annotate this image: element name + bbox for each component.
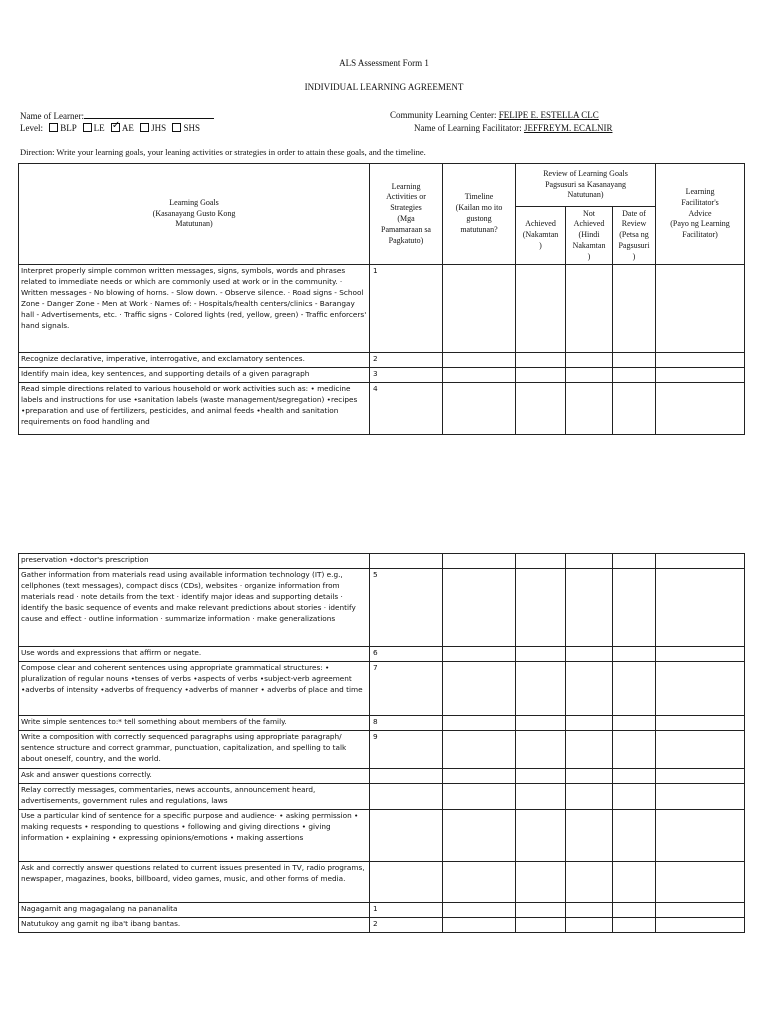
table-row — [19, 918, 745, 933]
not-achieved-cell[interactable] — [566, 383, 613, 435]
achieved-cell[interactable] — [516, 383, 566, 435]
timeline-cell[interactable] — [443, 810, 516, 862]
date-of-review-cell[interactable] — [613, 918, 656, 933]
activity-number-cell[interactable]: 2 — [370, 353, 443, 368]
activity-number-cell[interactable] — [370, 784, 443, 810]
advice-cell[interactable] — [656, 862, 745, 903]
learning-goal-cell: Compose clear and coherent sentences using appropriate grammatical structures: • pluralization of regular nouns •tenses of verbs •aspects of verbs •subject-verb agreement •adverbs of intensity •adverbs of frequency •adverbs of manner • adverbs of place and time — [19, 662, 370, 716]
achieved-cell[interactable] — [516, 647, 566, 662]
timeline-cell[interactable] — [443, 716, 516, 731]
direction-text: Direction: Write your learning goals, your leaning activities or strategies in order to attain these goals, and the timeline. — [20, 147, 426, 157]
activity-number-cell[interactable] — [370, 769, 443, 784]
achieved-cell[interactable] — [516, 731, 566, 769]
not-achieved-cell[interactable] — [566, 716, 613, 731]
advice-cell[interactable] — [656, 368, 745, 383]
not-achieved-cell[interactable] — [566, 862, 613, 903]
level-option-shs: SHS — [183, 123, 200, 133]
date-of-review-cell[interactable] — [613, 554, 656, 569]
date-of-review-cell[interactable] — [613, 368, 656, 383]
learning-goal-cell: Natutukoy ang gamit ng iba't ibang bantas. — [19, 918, 370, 933]
timeline-cell[interactable] — [443, 368, 516, 383]
table-row — [19, 353, 745, 368]
header-review: Review of Learning Goals Pagsusuri sa Kasanayang Natutunan) — [516, 164, 656, 207]
learning-goal-cell: Relay correctly messages, commentaries, news accounts, announcement heard, advertisements, government rules and regulations, laws — [19, 784, 370, 810]
timeline-cell[interactable] — [443, 383, 516, 435]
date-of-review-cell[interactable] — [613, 265, 656, 353]
center-value: FELIPE E. ESTELLA CLC — [498, 110, 599, 120]
header-timeline: Timeline (Kailan mo ito gustong matutunan? — [443, 164, 516, 265]
level-checkbox-ae[interactable] — [111, 123, 120, 132]
advice-cell[interactable] — [656, 731, 745, 769]
achieved-cell[interactable] — [516, 368, 566, 383]
table-row — [19, 383, 745, 435]
activity-number-cell[interactable]: 1 — [370, 265, 443, 353]
timeline-cell[interactable] — [443, 862, 516, 903]
table-row — [19, 647, 745, 662]
activity-number-cell[interactable]: 1 — [370, 903, 443, 918]
learning-goal-cell: Use words and expressions that affirm or negate. — [19, 647, 370, 662]
date-of-review-cell[interactable] — [613, 810, 656, 862]
level-option-jhs: JHS — [151, 123, 167, 133]
learning-goal-cell: Nagagamit ang magagalang na pananalita — [19, 903, 370, 918]
date-of-review-cell[interactable] — [613, 903, 656, 918]
learning-agreement-table-continued — [18, 553, 745, 933]
not-achieved-cell[interactable] — [566, 353, 613, 368]
not-achieved-cell[interactable] — [566, 769, 613, 784]
achieved-cell[interactable] — [516, 554, 566, 569]
date-of-review-cell[interactable] — [613, 569, 656, 647]
activity-number-cell[interactable]: 8 — [370, 716, 443, 731]
timeline-cell[interactable] — [443, 353, 516, 368]
advice-cell[interactable] — [656, 383, 745, 435]
achieved-cell[interactable] — [516, 769, 566, 784]
date-of-review-cell[interactable] — [613, 383, 656, 435]
not-achieved-cell[interactable] — [566, 554, 613, 569]
achieved-cell[interactable] — [516, 265, 566, 353]
not-achieved-cell[interactable] — [566, 647, 613, 662]
not-achieved-cell[interactable] — [566, 731, 613, 769]
timeline-cell[interactable] — [443, 569, 516, 647]
timeline-cell[interactable] — [443, 647, 516, 662]
not-achieved-cell[interactable] — [566, 903, 613, 918]
header-advice: Learning Facilitator's Advice (Payo ng Learning Facilitator) — [656, 164, 745, 265]
facilitator-row — [414, 123, 612, 133]
achieved-cell[interactable] — [516, 662, 566, 716]
advice-cell[interactable] — [656, 569, 745, 647]
level-option-blp: BLP — [60, 123, 77, 133]
timeline-cell[interactable] — [443, 784, 516, 810]
achieved-cell[interactable] — [516, 353, 566, 368]
activity-number-cell[interactable]: 5 — [370, 569, 443, 647]
learning-goal-cell: Identify main idea, key sentences, and supporting details of a given paragraph — [19, 368, 370, 383]
date-of-review-cell[interactable] — [613, 662, 656, 716]
advice-cell[interactable] — [656, 647, 745, 662]
level-option-ae: AE — [121, 123, 134, 133]
agreement-title: INDIVIDUAL LEARNING AGREEMENT — [304, 82, 464, 92]
timeline-cell[interactable] — [443, 769, 516, 784]
activity-number-cell[interactable]: 2 — [370, 918, 443, 933]
table-row — [19, 769, 745, 784]
learner-name-label: Name of Learner: — [20, 111, 84, 121]
level-checkbox-shs[interactable] — [172, 123, 181, 132]
table-row — [19, 903, 745, 918]
not-achieved-cell[interactable] — [566, 662, 613, 716]
activity-number-cell[interactable]: 3 — [370, 368, 443, 383]
date-of-review-cell[interactable] — [613, 862, 656, 903]
activity-number-cell[interactable]: 4 — [370, 383, 443, 435]
not-achieved-cell[interactable] — [566, 810, 613, 862]
facilitator-label: Name of Learning Facilitator: — [414, 123, 522, 133]
advice-cell[interactable] — [656, 716, 745, 731]
table-row — [19, 265, 745, 353]
achieved-cell[interactable] — [516, 810, 566, 862]
date-of-review-cell[interactable] — [613, 647, 656, 662]
table-row — [19, 862, 745, 903]
timeline-cell[interactable] — [443, 731, 516, 769]
header-activities: Learning Activities or Strategies (Mga Pamamaraan sa Pagkatuto) — [370, 164, 443, 265]
table-row — [19, 662, 745, 716]
not-achieved-cell[interactable] — [566, 784, 613, 810]
table-row — [19, 731, 745, 769]
activity-number-cell[interactable] — [370, 554, 443, 569]
level-checkbox-blp[interactable] — [49, 123, 58, 132]
advice-cell[interactable] — [656, 769, 745, 784]
learning-goal-cell: Ask and correctly answer questions related to current issues presented in TV, radio programs, newspaper, magazines, books, billboard, video games, music, and other forms of media. — [19, 862, 370, 903]
center-row — [390, 110, 599, 120]
learning-goal-cell: Ask and answer questions correctly. — [19, 769, 370, 784]
learning-goal-cell: Recognize declarative, imperative, interrogative, and exclamatory sentences. — [19, 353, 370, 368]
activity-number-cell[interactable]: 6 — [370, 647, 443, 662]
learning-goal-cell: Use a particular kind of sentence for a specific purpose and audience· • asking permission • making requests • responding to questions • following and giving directions • giving information • explaining • expressing opinions/emotions • making assertions — [19, 810, 370, 862]
advice-cell[interactable] — [656, 784, 745, 810]
level-option-le: LE — [93, 123, 105, 133]
not-achieved-cell[interactable] — [566, 265, 613, 353]
date-of-review-cell[interactable] — [613, 716, 656, 731]
advice-cell[interactable] — [656, 903, 745, 918]
advice-cell[interactable] — [656, 918, 745, 933]
header-learning-goals: Learning Goals (Kasanayang Gusto Kong Matutunan) — [19, 164, 370, 265]
table-row — [19, 554, 745, 569]
form-title: ALS Assessment Form 1 — [339, 58, 429, 68]
activity-number-cell[interactable]: 7 — [370, 662, 443, 716]
advice-cell[interactable] — [656, 265, 745, 353]
achieved-cell[interactable] — [516, 903, 566, 918]
header-date-of-review: Date of Review (Petsa ng Pagsusuri ) — [613, 207, 656, 265]
learning-agreement-table — [18, 163, 745, 435]
level-checkbox-jhs[interactable] — [140, 123, 149, 132]
date-of-review-cell[interactable] — [613, 353, 656, 368]
not-achieved-cell[interactable] — [566, 368, 613, 383]
table-row — [19, 810, 745, 862]
level-row — [20, 123, 200, 133]
level-label: Level: — [20, 123, 43, 133]
achieved-cell[interactable] — [516, 784, 566, 810]
advice-cell[interactable] — [656, 810, 745, 862]
learner-name-field[interactable] — [84, 110, 214, 119]
timeline-cell[interactable] — [443, 554, 516, 569]
table-row — [19, 784, 745, 810]
advice-cell[interactable] — [656, 662, 745, 716]
activity-number-cell[interactable] — [370, 810, 443, 862]
learning-goal-cell: preservation •doctor's prescription — [19, 554, 370, 569]
table-row — [19, 716, 745, 731]
center-label: Community Learning Center: — [390, 110, 497, 120]
facilitator-value: JEFFREYM. ECALNIR — [523, 123, 613, 133]
not-achieved-cell[interactable] — [566, 569, 613, 647]
achieved-cell[interactable] — [516, 918, 566, 933]
learning-goal-cell: Gather information from materials read using available information technology (IT) e.g., cellphones (text messages), compact discs (CDs), websites · organize information from materials read · note details from the text · identify major ideas and supporting details · identify the basic sequence of events and make relevant predictions about stories · identify cause and effect · outline information · summarize information · make generalizations — [19, 569, 370, 647]
date-of-review-cell[interactable] — [613, 784, 656, 810]
timeline-cell[interactable] — [443, 903, 516, 918]
not-achieved-cell[interactable] — [566, 918, 613, 933]
activity-number-cell[interactable]: 9 — [370, 731, 443, 769]
learning-goal-cell: Read simple directions related to various household or work activities such as: • medicine labels and instructions for use •sanitation labels (waste management/segregation) •recipes •preparation and use of fertilizers, pesticides, and animal feeds •health and sanitation requirements on food handling and — [19, 383, 370, 435]
timeline-cell[interactable] — [443, 662, 516, 716]
achieved-cell[interactable] — [516, 862, 566, 903]
learning-goal-cell: Write simple sentences to:* tell something about members of the family. — [19, 716, 370, 731]
header-not-achieved: Not Achieved (Hindi Nakamtan ) — [566, 207, 613, 265]
table-row — [19, 368, 745, 383]
header-achieved: Achieved (Nakamtan ) — [516, 207, 566, 265]
learning-goal-cell: Interpret properly simple common written messages, signs, symbols, words and phrases related to immediate needs or which are commonly used at work or in the community. · Written messages - No blowing of horns. - Slow down. - Observe silence. · Road signs - School Zone - Danger Zone - Men at Work · Names of: - Hospitals/health centers/clinics - Barangay hall - Advertisements, etc. · Traffic signs - Colored lights (red, yellow, green) - Traffic enforcers' hand signals. — [19, 265, 370, 353]
level-checkbox-le[interactable] — [83, 123, 92, 132]
learning-goal-cell: Write a composition with correctly sequenced paragraphs using appropriate paragraph/ sentence structure and correct grammar, punctuation, capitalization, and spelling to talk about oneself, country, and the world. — [19, 731, 370, 769]
achieved-cell[interactable] — [516, 569, 566, 647]
timeline-cell[interactable] — [443, 918, 516, 933]
date-of-review-cell[interactable] — [613, 769, 656, 784]
advice-cell[interactable] — [656, 554, 745, 569]
table-row — [19, 569, 745, 647]
advice-cell[interactable] — [656, 353, 745, 368]
date-of-review-cell[interactable] — [613, 731, 656, 769]
activity-number-cell[interactable] — [370, 862, 443, 903]
timeline-cell[interactable] — [443, 265, 516, 353]
achieved-cell[interactable] — [516, 716, 566, 731]
